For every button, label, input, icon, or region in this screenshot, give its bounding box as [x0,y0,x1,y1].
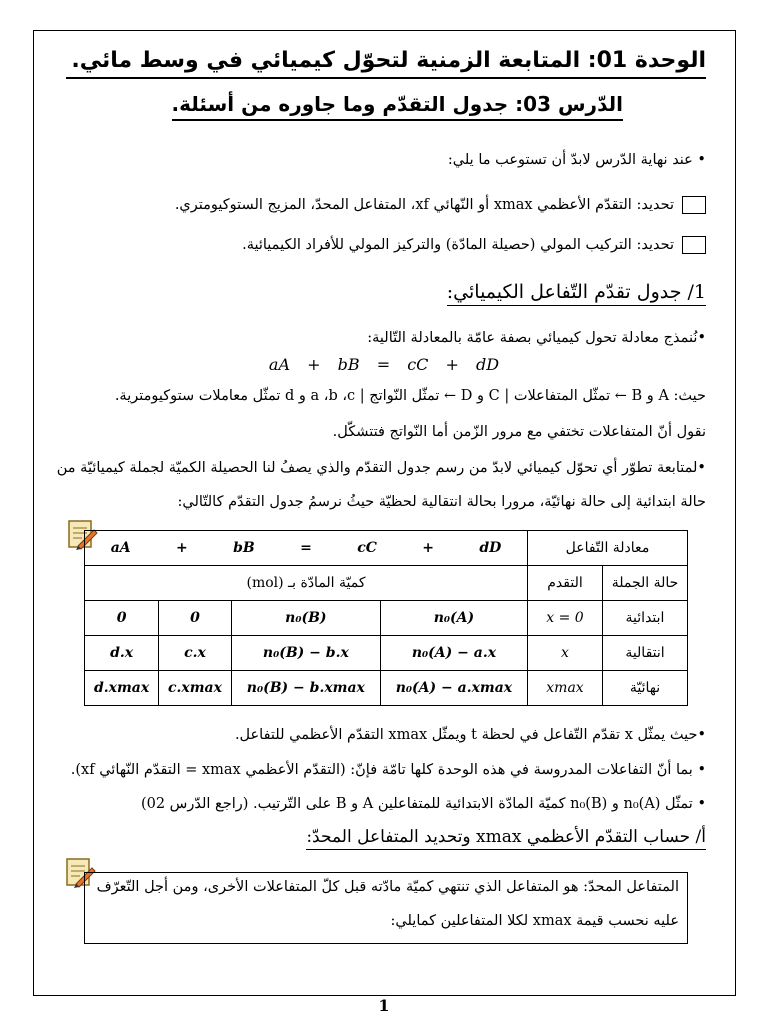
paragraph: حالة ابتدائية إلى حالة نهائيّة، مرورا بحالة انتقالية لحظيّة حيثُ نرسمُ جدول التقدّم كالتّالي: [177,494,706,510]
cell-state: انتقالية [603,636,688,671]
objective-item[interactable] [175,196,706,214]
cell-c: c.x [159,636,232,671]
table-eq-bb: bB [233,540,255,556]
lesson-title: الدّرس 03: جدول التقدّم وما جاوره من أسئلة. [172,92,623,121]
cell-b: n₀(B) − b.x [231,636,380,671]
reaction-equation [0,355,768,374]
page-number: 1 [378,996,390,1015]
paragraph: حيث: A و B ← تمثّل المتفاعلات | C و D ← تمثّل النّواتج | a ،b ،c و d تمثّل معاملات ستوكيومترية. [114,388,706,404]
cell-x: xmax [528,671,603,706]
paragraph: •لمتابعة تطوّر أي تحوّل كيميائي لابدّ من رسم جدول التقدّم والذي يصفُ لنا الحصيلة الكميّة لجملة كيميائيّة من [56,460,706,476]
cell-state: ابتدائية [603,601,688,636]
definition-text: المتفاعل المحدّ: هو المتفاعل الذي تنتهي كميّة مادّته قبل كلّ المتفاعلات الأخرى، ومن أجل التّعرّف [96,879,679,895]
table-eq-equals: = [300,540,312,556]
objective-text: تحديد: التركيب المولي (حصيلة المادّة) والتركيز المولي للأفراد الكيميائية. [242,237,674,253]
cell-x: x [528,636,603,671]
cell-c: 0 [159,601,232,636]
advance-header: التقدم [528,566,603,601]
paragraph: •نُنمذج معادلة تحول كيميائي بصفة عامّة بالمعادلة التّالية: [367,330,706,346]
quantity-header: كميّة المادّة بـ (mol) [85,566,528,601]
note: •حيث يمثّل x تقدّم التّفاعل في لحظة t ويمثّل xmax التقدّم الأعظمي للتفاعل. [234,727,706,743]
cell-d: 0 [85,601,159,636]
cell-x: x = 0 [528,601,603,636]
equals-sign: = [376,355,391,374]
cell-a: n₀(A) [380,601,527,636]
table-eq-label: معادلة التّفاعل [528,531,688,566]
definition-text: عليه نحسب قيمة xmax لكلا المتفاعلين كمايلي: [390,913,679,929]
cell-d: d.x [85,636,159,671]
section-heading: 1/ جدول تقدّم التّفاعل الكيميائي: [447,281,706,306]
plus-sign: + [307,355,321,374]
paragraph: نقول أنّ المتفاعلات تختفي مع مرور الزّمن أما النّواتج فتتشكّل. [332,424,706,440]
subsection-heading: أ/ حساب التقدّم الأعظمي xmax وتحديد المتفاعل المحدّ: [306,827,706,850]
page-frame [33,30,736,996]
product-c: cC [407,355,429,374]
note: • تمثّل n₀(A) و n₀(B) كميّة المادّة الابتدائية للمتفاعلين A و B على التّرتيب. (راجع الدّرس 02) [140,796,706,812]
cell-d: d.xmax [85,671,159,706]
objective-text: تحديد: التقدّم الأعظمي xmax أو النّهائي xf، المتفاعل المحدّ، المزيج الستوكيومتري. [174,197,674,213]
plus-sign: + [445,355,459,374]
table-eq-dd: dD [479,540,502,556]
table-eq-cc: cC [357,540,377,556]
cell-b: n₀(B) − b.xmax [231,671,380,706]
reactant-b: bB [337,355,360,374]
table-eq-plus: + [422,540,434,556]
table-row [85,601,688,636]
table-row [85,636,688,671]
advancement-table [84,530,688,706]
cell-a: n₀(A) − a.x [380,636,527,671]
objective-item[interactable] [242,236,706,254]
table-eq-aa: aA [110,540,131,556]
checkbox[interactable] [682,196,706,214]
cell-a: n₀(A) − a.xmax [380,671,527,706]
table-eq-plus: + [176,540,188,556]
table-row [85,671,688,706]
cell-c: c.xmax [159,671,232,706]
state-header: حالة الجملة [603,566,688,601]
equation-row [85,531,528,566]
reactant-a: aA [268,355,291,374]
note: • بما أنّ التفاعلات المدروسة في هذه الوحدة كلها تامّة فإنّ: (التقدّم الأعظمي xmax = التقدّم النّهائي xf). [70,762,706,778]
unit-title: الوحدة 01: المتابعة الزمنية لتحوّل كيميائي في وسط مائي. [66,48,706,79]
product-d: dD [476,355,500,374]
objectives-intro: • عند نهاية الدّرس لابدّ أن تستوعب ما يلي: [447,152,706,168]
checkbox[interactable] [682,236,706,254]
cell-state: نهائيّة [603,671,688,706]
definition-box [84,872,688,944]
cell-b: n₀(B) [231,601,380,636]
